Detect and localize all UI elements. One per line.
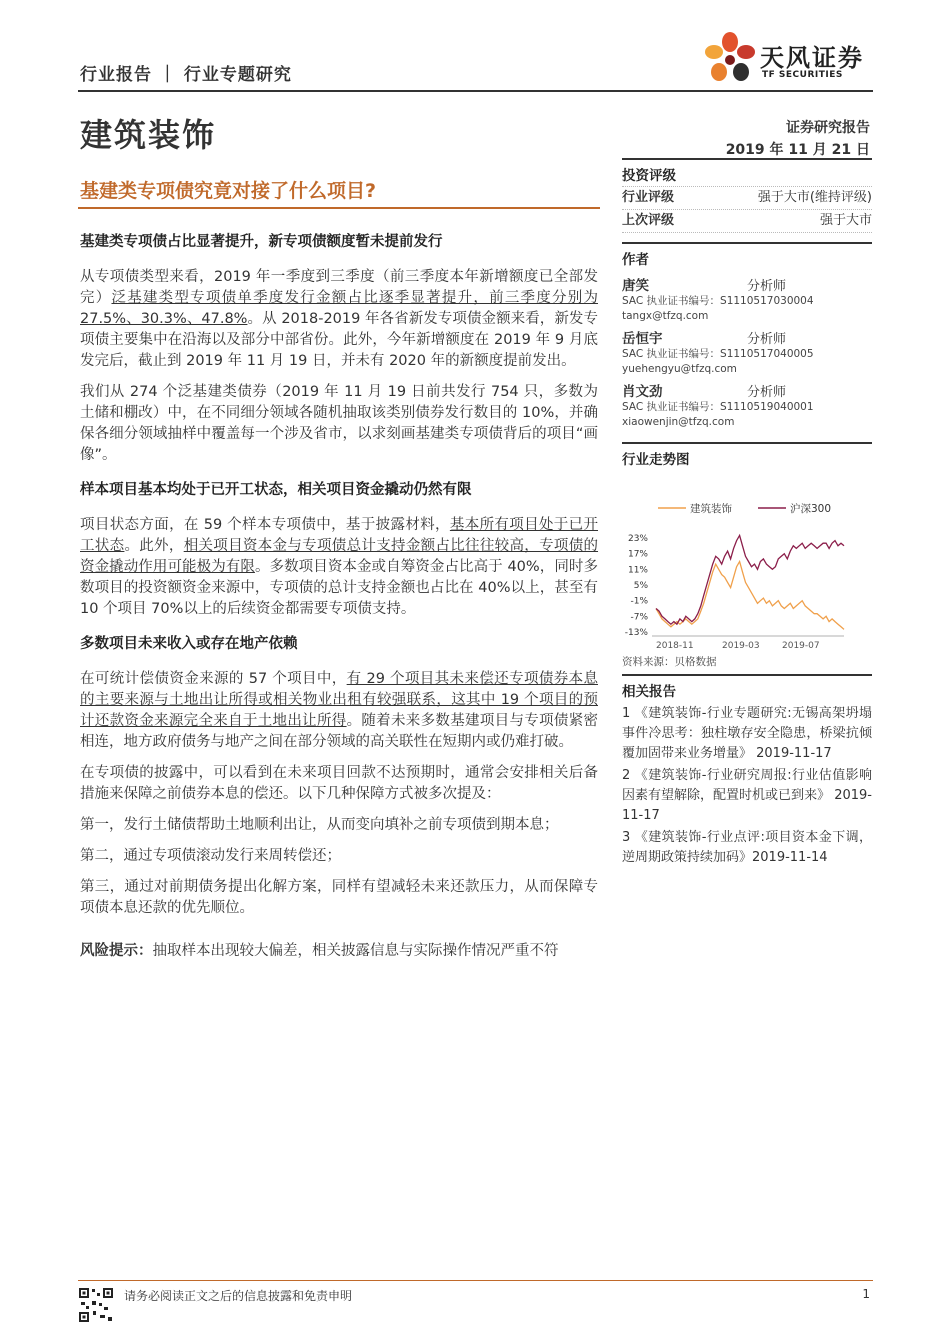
- legend-label: 建筑装饰: [690, 503, 732, 515]
- paragraph-8: 第三，通过对前期债务提出化解方案，同样有望减轻未来还款压力，从而保障专项债本息还款的优先顺位。: [80, 879, 598, 916]
- legend-label: 沪深300: [790, 503, 832, 515]
- author-2: 岳恒宇 分析师 SAC 执业证书编号：S1110517040005 yuehengyu@tfzq.com: [622, 331, 814, 375]
- qr-code-icon: [78, 1287, 114, 1323]
- logo-flower-icon: [700, 30, 758, 88]
- header-divider: [78, 90, 873, 92]
- rating-title: 投资评级: [622, 158, 872, 187]
- author-section: [622, 242, 872, 430]
- x-tick-label: 2019-07: [782, 641, 820, 651]
- paragraph-5: 在专项债的披露中，可以看到在未来项目回款不达预期时，通常会安排相关后备措施来保障之前债券本息的偿还。以下几种保障方式被多次提及：: [80, 765, 598, 802]
- logo-subtext: TF SECURITIES: [762, 70, 843, 80]
- chart-source: 资料来源：贝格数据: [622, 656, 717, 668]
- author-title: 作者: [622, 242, 872, 268]
- series-line: [656, 535, 844, 624]
- rating-section: [622, 158, 872, 233]
- logo-text: 天风证券: [760, 44, 864, 72]
- y-tick-label: 23%: [627, 534, 648, 544]
- related-item[interactable]: 2 《建筑装饰-行业研究周报:行业估值影响因素有望解除，配置时机或已到来》 2019-11-17: [622, 768, 872, 823]
- y-tick-label: -13%: [624, 628, 648, 638]
- y-tick-label: 11%: [627, 565, 648, 576]
- related-title: 相关报告: [622, 674, 872, 700]
- sector-title: 建筑装饰: [80, 116, 217, 154]
- y-tick-label: -7%: [630, 612, 648, 623]
- main-body: [80, 232, 598, 972]
- trend-chart: [622, 472, 872, 652]
- risk-note: 风险提示：抽取样本出现较大偏差，相关披露信息与实际操作情况严重不符: [80, 943, 559, 959]
- paragraph-3: 项目状态方面，在 59 个样本专项债中，基于披露材料，基本所有项目处于已开工状态。此外，相关项目资本金与专项债总计支持金额占比往往较高，专项债的资金撬动作用可能极为有限。多数项目资本金或自筹资金占比高于 40%，同时多数项目的投资额资金来源中，专项债的总计支持金额也占比在 40%以上，甚至有 10 个项目 70%以上的后续资金都需要专项债支持。: [80, 517, 599, 617]
- section-heading-3: 多数项目未来收入或存在地产依赖: [80, 636, 298, 652]
- related-item[interactable]: 1 《建筑装饰-行业专题研究:无锡高架坍塌事件冷思考：独柱墩存安全隐患，桥梁抗倾覆加固带来业务增量》 2019-11-17: [622, 706, 872, 761]
- report-category: 行业报告 ｜ 行业专题研究: [80, 65, 292, 85]
- chart-section: [622, 442, 872, 669]
- paragraph-1: 从专项债类型来看，2019 年一季度到三季度（前三季度本年新增额度已全部发完）泛基建类型专项债单季度发行金额占比逐季显著提升，前三季度分别为 27.5%、30.3%、47.8%。从 2018-2019 年各省新发专项债金额来看，新发专项债主要集中在沿海以及部分中部省份。此外，今年新增额度在 2019 年 9 月底发完后，截止到 2019 年 11 月 19 日，并未有 2020 年的新额度提前发出。: [80, 269, 598, 369]
- paragraph-7: 第二，通过专项债滚动发行来周转偿还；: [80, 848, 341, 864]
- report-type: 证券研究报告: [786, 120, 870, 136]
- paragraph-6: 第一，发行土储债帮助土地顺利出让，从而变向填补之前专项债到期本息；: [80, 817, 559, 833]
- logo: [700, 30, 758, 88]
- related-item[interactable]: 3 《建筑装饰-行业点评:项目资本金下调，逆周期政策持续加码》2019-11-14: [622, 830, 872, 865]
- title-underline: [78, 207, 600, 209]
- footer-disclaimer: 请务必阅读正文之后的信息披露和免责申明: [124, 1289, 353, 1303]
- footer-divider: [78, 1280, 873, 1281]
- report-date: 2019 年 11 月 21 日: [725, 142, 870, 158]
- section-heading-2: 样本项目基本均处于已开工状态，相关项目资金撬动仍然有限: [80, 482, 472, 498]
- chart-title: 行业走势图: [622, 442, 872, 468]
- x-tick-label: 2018-11: [656, 641, 694, 651]
- paragraph-2: 我们从 274 个泛基建类债券（2019 年 11 月 19 日前共发行 754 只，多数为土储和棚改）中，在不同细分领域各随机抽取该类别债券发行数目的 10%，并确保各细分领域抽样中覆盖每一个涉及省市，以求刻画基建类专项债背后的项目“画像”。: [80, 384, 598, 463]
- y-tick-label: -1%: [630, 596, 648, 607]
- author-3: 肖文劲 分析师 SAC 执业证书编号：S1110519040001 xiaowenjin@tfzq.com: [622, 384, 814, 428]
- page-number: 1: [862, 1287, 870, 1301]
- report-title: 基建类专项债究竟对接了什么项目?: [80, 180, 377, 202]
- paragraph-4: 在可统计偿债资金来源的 57 个项目中，有 29 个项目其未来偿还专项债券本息的主要来源与土地出让所得或相关物业出租有较强联系，这其中 19 个项目的预计还款资金来源完全来自于土地出让所得。随着未来多数基建项目与专项债紧密相连，地方政府债务与地产之间在部分领域的高关联性在短期内或仍难打破。: [80, 671, 599, 750]
- y-tick-label: 5%: [633, 581, 648, 591]
- related-section: [622, 674, 872, 870]
- rating-row: 上次评级 强于大市: [622, 210, 872, 233]
- author-1: 唐笑 分析师 SAC 执业证书编号：S1110517030004 tangx@tfzq.com: [622, 278, 814, 322]
- section-heading-1: 基建类专项债占比显著提升，新专项债额度暂未提前发行: [80, 234, 443, 250]
- y-tick-label: 17%: [627, 549, 648, 560]
- rating-row: 行业评级 强于大市(维持评级): [622, 187, 872, 210]
- x-tick-label: 2019-03: [722, 641, 760, 651]
